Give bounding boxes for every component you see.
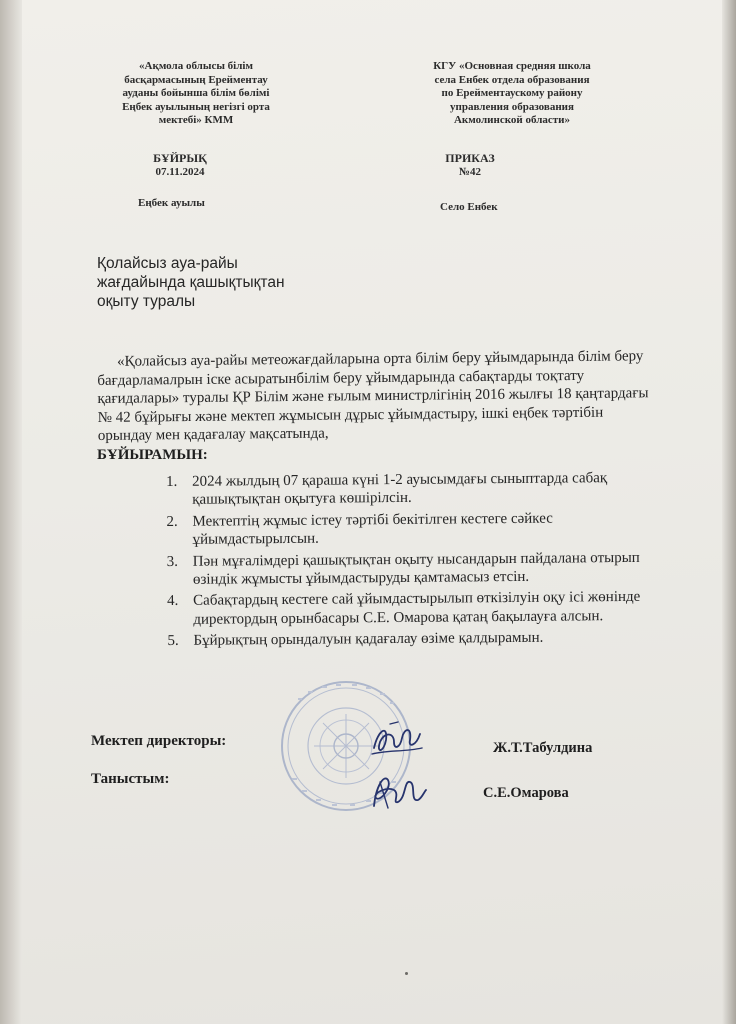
order-title-russian: ПРИКАЗ <box>445 151 495 165</box>
item-text: Мектептің жұмыс істеу тәртібі бекітілген кестеге сәйкес ұйымдастырылсын. <box>192 510 553 548</box>
decree-label: БҰЙЫРАМЫН: <box>97 447 208 463</box>
item-number: 4. <box>167 593 179 610</box>
list-item <box>167 548 667 589</box>
familiarized-label: Таныстым: <box>91 771 170 787</box>
organization-name-russian: КГУ «Основная средняя школа села Енбек отдела образования по Ерейментаускому району управления образования Акмолинской области» <box>433 60 591 126</box>
page-shadow-right <box>722 0 736 1024</box>
order-title-kazakh: БҰЙРЫҚ <box>153 151 207 165</box>
order-date: 07.11.2024 <box>155 166 205 178</box>
list-item <box>167 588 667 629</box>
item-text: Пән мұғалімдері қашықтықтан оқыту нысандарын пайдалана отырып өзіндік жұмысты ұйымдастыруды қамтамасыз етсін. <box>192 549 640 588</box>
item-number: 1. <box>166 473 178 490</box>
order-items-list <box>166 469 668 654</box>
list-item <box>166 469 666 510</box>
paper-speck <box>405 972 408 975</box>
familiarized-signature-icon <box>366 768 428 814</box>
order-number: №42 <box>458 166 482 178</box>
item-number: 3. <box>166 553 179 570</box>
director-name: Ж.Т.Табулдина <box>493 740 593 756</box>
director-signature-icon <box>368 718 426 762</box>
order-preamble: «Қолайсыз ауа-райы метеожағдайларына орта білім беру ұйымдарында білім беру бағдарламалрын іске асыратынбілім беру ұйымдарында сабақтарды тоқтату қағидалары» туралы ҚР Білім және ғылым министрлігінің 2016 жылғы 18 қаңтардағы № 42 бұйрығы және мектеп жұмысын дұрыс ұйымдастыру, ішкі еңбек тәртібін орындау мен қадағалау мақсатында, <box>97 348 649 445</box>
item-text: Сабақтардың кестеге сай ұйымдастырылып өткізілуін оқу ісі жөнінде директордың орынбасары С.Е. Омарова қатаң бақылауға алсын. <box>193 589 641 628</box>
place-russian: Село Енбек <box>440 201 498 213</box>
list-item <box>167 628 667 651</box>
place-kazakh: Еңбек ауылы <box>138 197 205 209</box>
order-subject: Қолайсыз ауа-райы жағдайында қашықтықтан оқыту туралы <box>97 255 285 310</box>
page-shadow-left <box>0 0 22 1024</box>
familiarized-name: С.Е.Омарова <box>483 785 569 801</box>
item-number: 5. <box>167 633 179 650</box>
list-item <box>166 508 666 549</box>
director-label: Мектеп директоры: <box>91 733 227 749</box>
item-text: Бұйрықтың орындалуын қадағалау өзіме қалдырамын. <box>193 629 544 650</box>
item-number: 2. <box>166 513 178 530</box>
organization-name-kazakh: «Ақмола облысы білім басқармасының Ерейментау ауданы бойынша білім бөлімі Еңбек ауылының негізгі орта мектебі» КММ <box>122 60 270 126</box>
item-text: 2024 жылдың 07 қараша күні 1-2 ауысымдағы сыныптарда сабақ қашықтықтан оқытуға көшірілсін. <box>192 470 608 509</box>
